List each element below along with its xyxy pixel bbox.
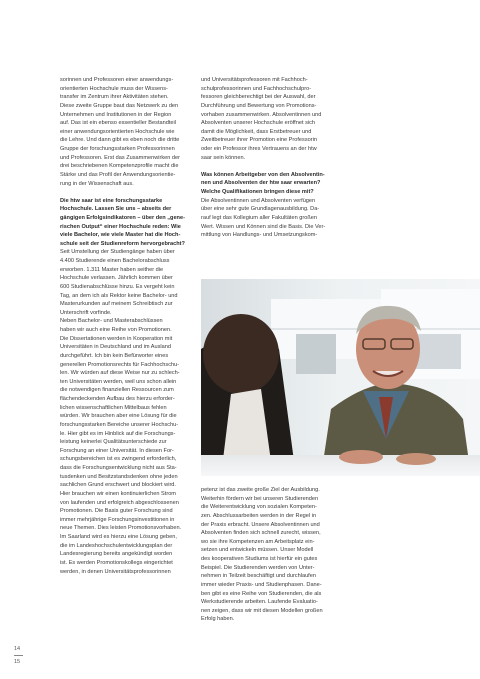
text-line: tusdenken und Besitzstandsdenken ohne jeden [60,473,178,480]
text-line: Erfolg haben. [201,616,235,623]
text-line: schungsbereichen ist es zwingend erforderlich, [60,456,177,463]
text-line: Im Saarland wird es hierzu eine Lösung geben, [60,534,177,541]
text-line: wo sie ihre Kompetenzen am Arbeitsplatz ein- [201,538,315,545]
text-line: Absolventen finden sich schnell zurecht, wissen, [201,530,321,537]
text-line: einer anwendungsorientierten Hochschule wie [60,128,175,135]
page-numbers [14,645,23,666]
text-line: Stärke und das Profil der Anwendungsorientie- [60,171,176,178]
text-line: Neben Bachelor- und Masterabschlüssen [60,318,163,325]
text-line: 600 Studienabschlüsse hinzu. Es vergeht kein [60,283,175,290]
text-line: Zweitbetreuer ihrer Promotion eine Professorin [201,137,317,144]
text-line: Diese zweite Gruppe baut das Netzwerk zu den [60,102,179,109]
text-line: Gruppe der forschungsstarken Professorinnen [60,146,175,152]
text-line: von laufenden und erfolgreich abgeschlossenen [60,499,179,506]
text-line: haben wir auch eine Reihe von Promotionen. [60,327,172,334]
paragraph-gap [201,162,342,171]
right-text-column-top [201,76,342,240]
text-line: Weiterhin fördern wir bei unseren Studierenden [201,495,319,502]
text-line: immer mehrjährige Forschungsinvestitionen in [60,516,175,523]
text-line: Durchführung und Bewertung von Promotions- [201,102,317,109]
text-line: orientierten Hochschule muss der Wissens- [60,85,168,92]
text-line: zen. Abschlussarbeiten werden in der Regel in [201,512,317,519]
text-line: Wert. Wissen und Können sind die Basis. Die Ver- [201,223,326,230]
question-line: schule seit der Studienreform hervorgebracht? [60,240,185,247]
text-line: die im Landeshochschulentwicklungsplan der [60,542,173,549]
text-line: Beispiel. Die Studierenden werden von Unter- [201,564,315,571]
text-line: setzen und entwickeln müssen. Unser Modell [201,547,314,554]
text-line: ist. Es werden Promotionskollegs eingerichtet [60,559,173,566]
text-line: drei beschriebenen Kompetenzprofile macht die [60,163,179,170]
text-line: ten Universitäten werden, weil uns schon allein [60,378,177,385]
text-line: Tag, an dem ich als Rektor keine Bachelor- und [60,292,178,299]
text-line: ben gibt es eine Reihe von Studierenden, die als [201,590,322,597]
question-line: viele Bachelor, wie viele Master hat die Hoch- [60,232,181,239]
text-line: rauf legt das Kollegium aller Fakultäten großen [201,214,317,221]
text-line: und Professoren. Erst das Zusammenwirken der [60,154,181,161]
question-line: nen und Absolventen der htw saar erwarten? [201,180,321,187]
text-line: nen zeigen, dass wir mit diesen Modellen großen [201,607,323,614]
text-line: mittlung von Handlungs- und Umsetzungskom- [201,232,318,239]
text-line: die Lehre. Und dann gibt es eben noch die dritte [60,137,180,144]
paragraph-gap [60,188,198,197]
text-line: saar sein können. [201,154,246,161]
text-line: damit die Möglichkeit, dass Erstbetreuer und [201,128,312,135]
text-line: lichen wissenschaftlichen Mittelbaus fehlen [60,404,167,411]
page-number-upper: 14 [14,646,21,652]
text-line: auf. Das ist ein ebenso essentieller Bestandteil [60,120,176,127]
text-line: Forschung an einer Universität. In diesen For- [60,447,174,454]
text-line: und Universitätsprofessoren mit Fachhoch- [201,77,308,83]
text-line: sorinnen und Professoren einer anwendungs- [60,77,174,83]
page-number-divider [14,655,23,656]
text-line: leistung keinerlei Qualitätsunterschiede zur [60,439,167,446]
text-line: Promotionen. Die Basis guter Forschung sind [60,508,173,515]
text-line: Masterurkunden auf meinem Schreibtisch zur [60,301,173,308]
text-line: Hochschule verlassen. Jährlich kommen über [60,275,173,282]
text-line: transfer im Zentrum ihrer Aktivitäten stehen. [60,94,169,101]
text-line: le. Hier gibt es im Hinblick auf die Forschungs- [60,430,176,437]
text-line: 4.400 Studierende einen Bachelorabschluss [60,258,170,265]
text-line: Die Dissertationen werden in Kooperation mit [60,335,173,342]
text-line: generellen Promotionsrechts für Fachhochschu- [60,361,180,368]
text-line: neue Themen. Dies leisten Promotionsvorhaben. [60,525,182,532]
text-line: durchgeführt. Ich bin kein Befürworter eines [60,352,169,359]
interview-photo [201,279,480,476]
text-line: Die Absolventinnen und Absolventen verfügen [201,197,316,204]
text-line: nehmen in Teilzeit beschäftigt und durchlaufen [201,573,316,580]
text-line: des kooperativen Studiums ist hierfür ein gutes [201,556,318,562]
text-line: Werkstudierende arbeiten. Laufende Evaluatio- [201,599,318,606]
text-line: die notwendigen finanziellen Ressourcen zum [60,387,174,394]
text-line: rung in der Wissenschaft aus. [60,180,134,187]
text-line: sachlichen Grund erschwert und blockiert wird. [60,482,176,489]
question-line: gängigen Erfolgsindikatoren – über den „gene- [60,214,185,221]
text-line: oder ein Professor ihres Vertrauens an der htw [201,146,317,152]
text-line: immer wieder Praxis- und Studienphasen. Dane- [201,581,322,588]
right-text-column-bottom [201,486,342,624]
text-line: forschungsstarken Bereiche unserer Hochschu- [60,421,179,428]
text-line: Unterschrift vorfinde. [60,309,112,316]
page-number-lower: 15 [14,659,21,665]
text-line: die Weiterentwicklung von sozialen Kompeten- [201,504,317,511]
text-line: würden. Wir brauchen aber eine Lösung für die [60,413,177,420]
text-line: Landesregierung bereits angekündigt worden [60,551,173,558]
text-line: petenz ist das zweite große Ziel der Ausbildung. [201,487,320,493]
left-text-column [60,76,198,576]
text-line: len. Wir würden auf diese Weise nur zu schlech- [60,370,180,377]
text-line: schulprofessorinnen und Fachhochschulpro- [201,85,312,92]
question-line: Hochschule. Lassen Sie uns – abseits der [60,206,172,213]
text-line: flächendeckenden Aufbau des hierzu erforder- [60,396,175,403]
question-line: Die htw saar ist eine forschungsstarke [60,197,163,204]
text-line: Universitäten in Deutschland und im Ausland [60,344,172,351]
text-line: über eine sehr gute Grundlagenausbildung. Da- [201,206,320,213]
text-line: erworben. 1.311 Master haben seither die [60,266,164,273]
text-line: werden, in denen Universitätsprofessorinnen [60,568,171,575]
question-line: Welche Qualifikationen bringen diese mit? [201,189,314,196]
text-line: Seit Umstellung der Studiengänge haben über [60,249,175,256]
question-line: Was können Arbeitgeber von den Absolventin- [201,171,325,178]
text-line: Absolventen unserer Hochschule eröffnet sich [201,120,316,127]
text-line: fessoren gleichberechtigt bei der Auswahl, der [201,94,316,101]
text-line: Unternehmen und Institutionen in der Region [60,111,172,118]
text-line: vorhaben zusammenwirken. Absolventinnen und [201,111,322,118]
text-line: Hier brauchen wir einen kontinuierlichen Strom [60,490,176,497]
text-line: dass die Forschungsentwicklung nicht aus Sta- [60,465,177,472]
question-line: rischen Output“ einer Hochschule reden: Wie [60,223,181,230]
text-line: der Praxis erbracht. Unsere Absolventinnen und [201,521,320,528]
